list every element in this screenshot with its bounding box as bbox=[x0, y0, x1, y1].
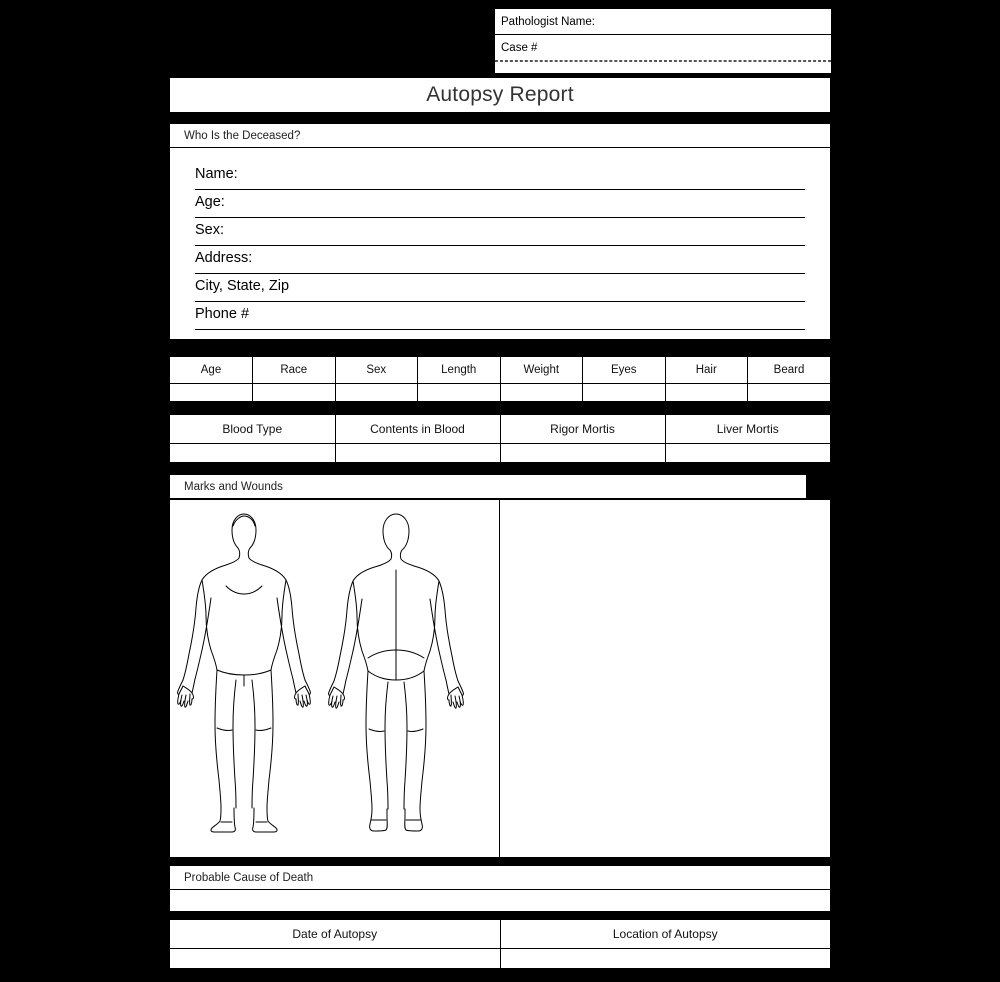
cell-age[interactable] bbox=[170, 384, 253, 409]
col-beard: Beard bbox=[748, 357, 831, 384]
cell-location-of-autopsy[interactable] bbox=[500, 949, 830, 969]
cell-blood-type[interactable] bbox=[170, 444, 335, 463]
table-header-row bbox=[170, 357, 830, 384]
col-blood-type: Blood Type bbox=[170, 415, 335, 444]
col-rigor-mortis: Rigor Mortis bbox=[500, 415, 665, 444]
col-sex: Sex bbox=[335, 357, 418, 384]
cell-rigor-mortis[interactable] bbox=[500, 444, 665, 463]
marks-section-label: Marks and Wounds bbox=[184, 480, 283, 493]
report-title-bar bbox=[168, 76, 832, 114]
cell-beard[interactable] bbox=[748, 384, 831, 409]
col-length: Length bbox=[418, 357, 501, 384]
col-liver-mortis: Liver Mortis bbox=[665, 415, 830, 444]
body-diagram-area bbox=[170, 500, 499, 856]
field-sex-label: Sex: bbox=[195, 222, 225, 238]
header-dashed-divider bbox=[495, 61, 831, 73]
cell-liver-mortis[interactable] bbox=[665, 444, 830, 463]
deceased-section-label: Who Is the Deceased? bbox=[184, 129, 301, 142]
cell-eyes[interactable] bbox=[583, 384, 666, 409]
table-header-row bbox=[170, 415, 830, 444]
field-address-label: Address: bbox=[195, 250, 253, 266]
col-weight: Weight bbox=[500, 357, 583, 384]
field-city-state-zip[interactable] bbox=[195, 274, 805, 302]
blood-findings-table bbox=[168, 413, 832, 464]
cell-race[interactable] bbox=[253, 384, 336, 409]
pathologist-name-label: Pathologist Name: bbox=[501, 16, 595, 28]
body-back-icon bbox=[329, 514, 464, 831]
field-phone-label: Phone # bbox=[195, 306, 250, 322]
col-eyes: Eyes bbox=[583, 357, 666, 384]
col-hair: Hair bbox=[665, 357, 748, 384]
field-age-label: Age: bbox=[195, 194, 225, 210]
table-row bbox=[170, 949, 830, 969]
pathologist-header-block bbox=[494, 8, 832, 74]
pathologist-name-row[interactable] bbox=[495, 9, 831, 35]
physical-attributes-table bbox=[168, 355, 832, 403]
cell-length[interactable] bbox=[418, 384, 501, 409]
cell-hair[interactable] bbox=[665, 384, 748, 409]
deceased-section-header bbox=[168, 122, 832, 148]
table-row bbox=[170, 384, 830, 409]
col-age: Age bbox=[170, 357, 253, 384]
col-location-of-autopsy: Location of Autopsy bbox=[500, 920, 830, 949]
field-phone[interactable] bbox=[195, 302, 805, 330]
field-name[interactable] bbox=[195, 162, 805, 190]
autopsy-details-table bbox=[168, 918, 832, 970]
cell-date-of-autopsy[interactable] bbox=[170, 949, 500, 969]
cell-weight[interactable] bbox=[500, 384, 583, 409]
col-race: Race bbox=[253, 357, 336, 384]
table-row bbox=[170, 444, 830, 463]
field-address[interactable] bbox=[195, 246, 805, 274]
cause-of-death-label: Probable Cause of Death bbox=[184, 871, 314, 884]
body-front-icon bbox=[178, 514, 311, 832]
marks-section-body bbox=[168, 499, 832, 859]
cell-sex[interactable] bbox=[335, 384, 418, 409]
field-city-state-zip-label: City, State, Zip bbox=[195, 278, 290, 294]
col-contents-in-blood: Contents in Blood bbox=[335, 415, 500, 444]
page-title: Autopsy Report bbox=[426, 83, 574, 106]
cause-of-death-header bbox=[168, 864, 832, 890]
field-name-label: Name: bbox=[195, 166, 238, 182]
case-number-label: Case # bbox=[501, 42, 538, 54]
deceased-section-body bbox=[168, 148, 832, 341]
table-header-row bbox=[170, 920, 830, 949]
marks-section-header bbox=[168, 473, 808, 499]
marks-divider bbox=[499, 500, 500, 857]
col-date-of-autopsy: Date of Autopsy bbox=[170, 920, 500, 949]
field-age[interactable] bbox=[195, 190, 805, 218]
case-number-row[interactable] bbox=[495, 35, 831, 61]
cell-contents-in-blood[interactable] bbox=[335, 444, 500, 463]
cause-of-death-input[interactable] bbox=[168, 890, 832, 913]
body-figures-svg bbox=[170, 500, 499, 856]
field-sex[interactable] bbox=[195, 218, 805, 246]
